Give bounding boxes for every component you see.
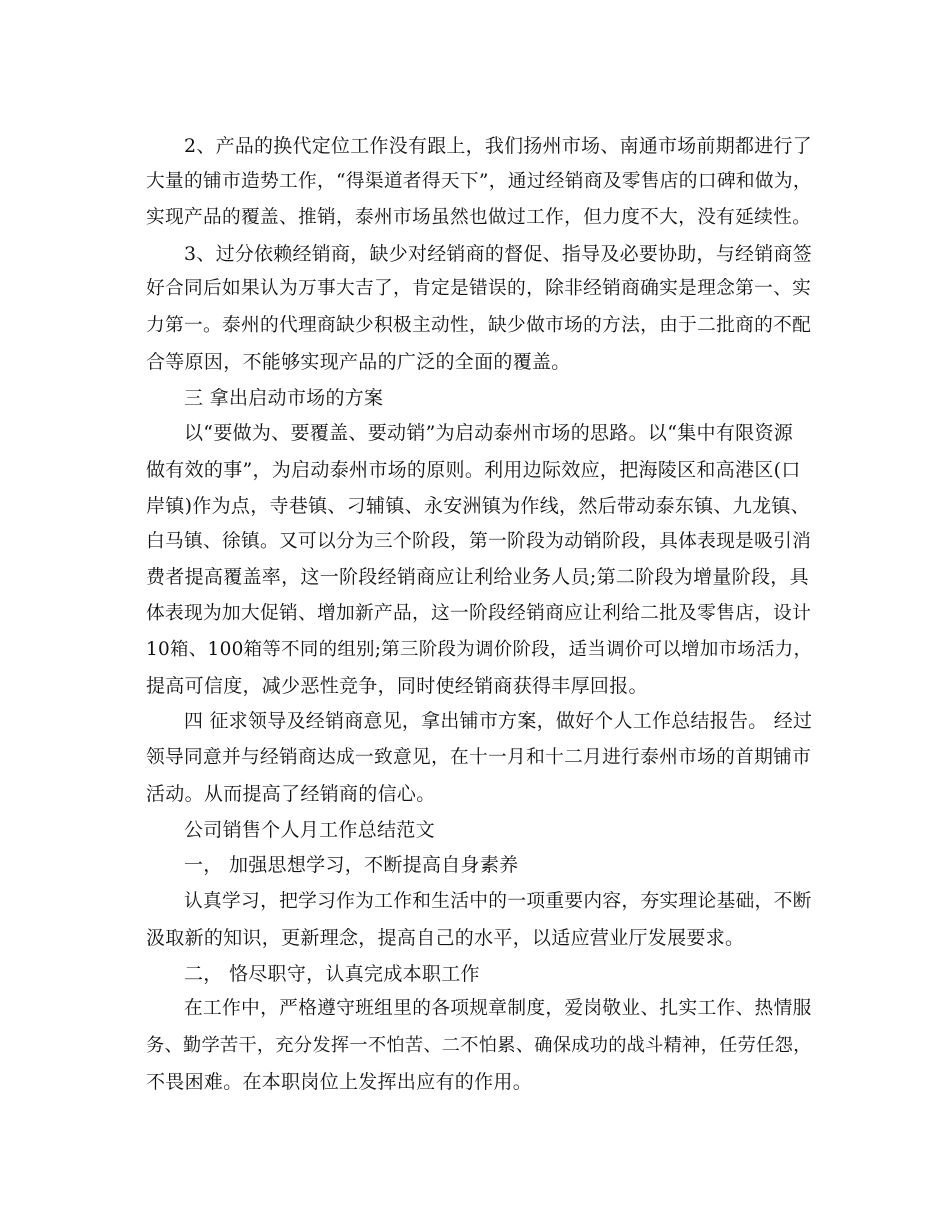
section-heading: 二， 恪尽职守，认真完成本职工作 bbox=[184, 963, 480, 985]
text-line: 以“要做为、要覆盖、要动销”为启动泰州市场的思路。以“集中有限资源 bbox=[184, 422, 794, 444]
text-line: 合等原因，不能够实现产品的广泛的全面的覆盖。 bbox=[146, 351, 571, 373]
text-line: 2、产品的换代定位工作没有跟上，我们扬州市场、南通市场前期都进行了 bbox=[184, 135, 812, 157]
text-line: 实现产品的覆盖、推销，泰州市场虽然也做过工作，但力度不大，没有延续性。 bbox=[146, 207, 812, 228]
text-line: 好合同后如果认为万事大吉了，肯定是错误的，除非经销商确实是理念第一、实 bbox=[146, 278, 812, 299]
text-line: 3、过分依赖经销商，缺少对经销商的督促、指导及必要协助，与经销商签 bbox=[184, 243, 812, 265]
text-line: 不畏困难。在本职岗位上发挥出应有的作用。 bbox=[146, 1071, 533, 1093]
text-line: 在工作中，严格遵守班组里的各项规章制度，爱岗敬业、扎实工作、热情服 bbox=[184, 998, 812, 1019]
text-line: 大量的铺市造势工作，“得渠道者得天下”，通过经销商及零售店的口碑和做为， bbox=[146, 171, 812, 192]
text-line: 认真学习，把学习作为工作和生活中的一项重要内容，夯实理论基础，不断 bbox=[184, 891, 812, 912]
text-line: 费者提高覆盖率，这一阶段经销商应让利给业务人员;第二阶段为增量阶段，具 bbox=[146, 566, 809, 588]
text-line: 提高可信度，减少恶性竞争，同时使经销商获得丰厚回报。 bbox=[146, 675, 648, 697]
section-heading: 四 征求领导及经销商意见，拿出铺市方案，做好个人工作总结报告。 经过 bbox=[184, 710, 813, 732]
text-line: 10箱、100箱等不同的组别;第三阶段为调价阶段，适当调价可以增加市场活力， bbox=[146, 639, 813, 660]
document-title: 公司销售个人月工作总结范文 bbox=[184, 819, 435, 841]
text-line: 汲取新的知识，更新理念，提高自己的水平，以适应营业厅发展要求。 bbox=[146, 927, 745, 949]
text-line: 体表现为加大促销、增加新产品，这一阶段经销商应让利给二批及零售店，设计 bbox=[146, 603, 812, 624]
text-line: 领导同意并与经销商达成一致意见，在十一月和十二月进行泰州市场的首期铺市 bbox=[146, 747, 812, 768]
text-line: 白马镇、徐镇。又可以分为三个阶段，第一阶段为动销阶段，具体表现是吸引消 bbox=[146, 531, 812, 552]
text-line: 务、勤学苦干，充分发挥一不怕苦、二不怕累、确保成功的战斗精神，任劳任怨， bbox=[146, 1035, 812, 1056]
text-line: 力第一。泰州的代理商缺少积极主动性，缺少做市场的方法，由于二批商的不配 bbox=[146, 315, 812, 336]
section-heading: 一， 加强思想学习，不断提高自身素养 bbox=[184, 854, 519, 876]
text-line: 岸镇)作为点，寺巷镇、刁辅镇、永安洲镇为作线，然后带动泰东镇、九龙镇、 bbox=[146, 495, 810, 517]
text-line: 活动。从而提高了经销商的信心。 bbox=[146, 783, 436, 805]
section-heading: 三 拿出启动市场的方案 bbox=[184, 387, 384, 409]
text-line: 做有效的事”，为启动泰州市场的原则。利用边际效应，把海陵区和高港区(口 bbox=[146, 459, 801, 481]
